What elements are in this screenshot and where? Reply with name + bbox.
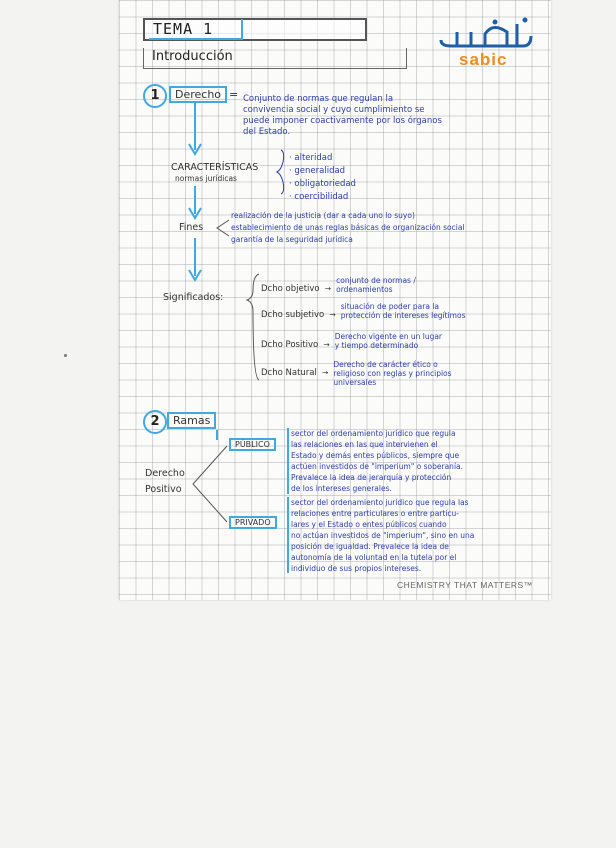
privado-label: PRIVADO: [229, 516, 277, 529]
term-derecho: Derecho: [169, 86, 227, 103]
privado-line: relaciones entre particulares o entre partícu-: [291, 509, 459, 518]
definition-line: puede imponer coactivamente por los órganos: [243, 116, 442, 126]
publico-definition: [291, 428, 545, 494]
publico-line: Prevalece la idea de jerarquía y protección: [291, 473, 452, 482]
equals-sign: =: [229, 88, 239, 101]
characteristic-item: · obligatoriedad: [289, 179, 356, 189]
root-line: Positivo: [145, 484, 182, 495]
publico-line: sector del ordenamiento jurídico que regula: [291, 429, 456, 438]
margin-mark: [64, 354, 67, 357]
derecho-positivo-label: [145, 466, 185, 498]
characteristics-label: CARACTERÍSTICAS: [171, 162, 259, 173]
privado-line: lares y el Estado o entes públicos cuando: [291, 520, 447, 529]
publico-line: las relaciones en las que intervienen el: [291, 440, 438, 449]
page-title: TEMA 1: [153, 20, 214, 38]
characteristic-item: · coercibilidad: [289, 192, 349, 202]
privado-line: no actúan investidos de "imperium", sino en una: [291, 531, 475, 540]
fines-item: garantía de la seguridad jurídica: [231, 235, 353, 244]
significado-item: Dcho Natural → Derecho de carácter ético o religioso con reglas y principios universales: [261, 360, 452, 387]
privado-line: sector del ordenamiento jurídico que regula las: [291, 498, 469, 507]
section-number-2: 2: [143, 410, 167, 434]
fines-label: Fines: [179, 222, 204, 233]
notebook-page: [119, 0, 551, 600]
publico-line: de los intereses generales.: [291, 484, 392, 493]
significados-label: Significados:: [163, 292, 224, 303]
significado-item: Dcho Positivo → Derecho vigente en un lugar y tiempo determinado: [261, 332, 443, 350]
publico-label: PÚBLICO: [229, 438, 276, 451]
fines-item: establecimiento de unas reglas básicas de organización social: [231, 223, 465, 232]
page-subtitle: Introducción: [152, 49, 233, 64]
privado-line: individuo de sus propios intereses.: [291, 564, 422, 573]
privado-bracket: [287, 497, 289, 573]
characteristic-item: · alteridad: [289, 153, 333, 163]
definition-line: convivencia social y cuyo cumplimiento se: [243, 105, 425, 115]
privado-definition: [291, 497, 545, 574]
root-line: Derecho: [145, 468, 185, 479]
significado-item: Dcho subjetivo → situación de poder para la protección de intereses legítimos: [261, 302, 466, 320]
fines-item: realización de la justicia (dar a cada uno lo suyo): [231, 211, 415, 220]
characteristics-list: [289, 152, 356, 204]
privado-line: posición de igualdad. Prevalece la idea de: [291, 542, 449, 551]
definition-line: del Estado.: [243, 127, 291, 137]
fines-list: [231, 210, 531, 246]
publico-line: Estado y demás entes públicos, siempre que: [291, 451, 460, 460]
definition-line: Conjunto de normas que regulan la: [243, 94, 394, 104]
privado-line: autonomía de la voluntad en la tutela por el: [291, 553, 457, 562]
significados-list: [261, 276, 545, 387]
derecho-definition: [243, 94, 442, 138]
publico-line: actúen investidos de "imperium" o soberanía.: [291, 462, 464, 471]
significado-item: Dcho objetivo → conjunto de normas / ordenamientos: [261, 276, 416, 294]
characteristics-sublabel: normas jurídicas: [175, 174, 237, 183]
section-number-1: 1: [143, 84, 167, 108]
sabic-logo-text: sabic: [459, 50, 508, 69]
characteristic-item: · generalidad: [289, 166, 346, 176]
term-ramas: Ramas: [167, 412, 216, 429]
footer-tagline: CHEMISTRY THAT MATTERS™: [397, 580, 533, 590]
publico-bracket: [287, 428, 289, 494]
